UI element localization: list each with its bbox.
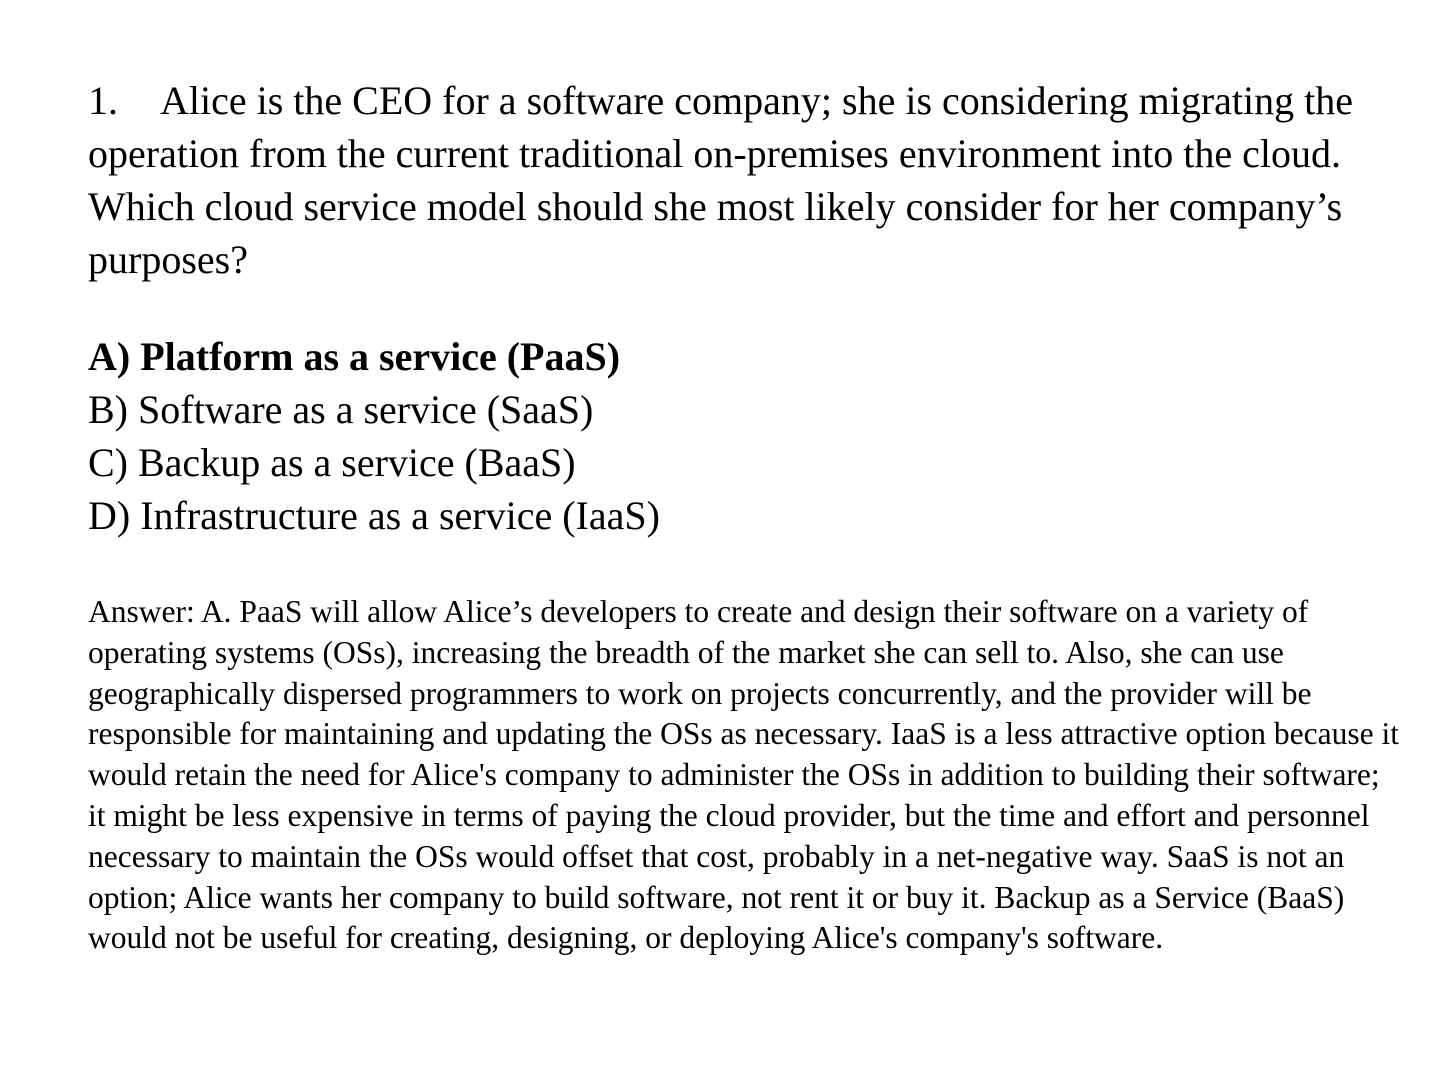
question-number: 1. — [88, 78, 118, 123]
question-text: Alice is the CEO for a software company; she is considering migrating the operation from the current traditional on-premises environment into the cloud. Which cloud service model should she most likely consider for her company’s purposes? — [88, 78, 1354, 282]
option-a: A) Platform as a service (PaaS) — [88, 334, 621, 379]
option-b: B) Software as a service (SaaS) — [88, 387, 594, 432]
answer-explanation: Answer: A. PaaS will allow Alice’s developers to create and design their software on a variety of operating systems (OSs), increasing the breadth of the market she can sell to. Also, she can use geographically dispersed programmers to work on projects concurrently, and the provider will be responsible for maintaining and updating the OSs as necessary. IaaS is a less attractive option because it would retain the need for Alice's company to administer the OSs in addition to building their software; it might be less expensive in terms of paying the cloud provider, but the time and effort and personnel necessary to maintain the OSs would offset that cost, probably in a net-negative way. SaaS is not an option; Alice wants her company to build software, not rent it or buy it. Backup as a Service (BaaS) would not be useful for creating, designing, or deploying Alice's company's software. — [88, 594, 1399, 956]
option-c: C) Backup as a service (BaaS) — [88, 440, 576, 485]
option-d: D) Infrastructure as a service (IaaS) — [88, 493, 660, 538]
document-page — [88, 74, 1408, 959]
answer-options — [88, 330, 1408, 542]
question-text-block — [88, 74, 1378, 286]
